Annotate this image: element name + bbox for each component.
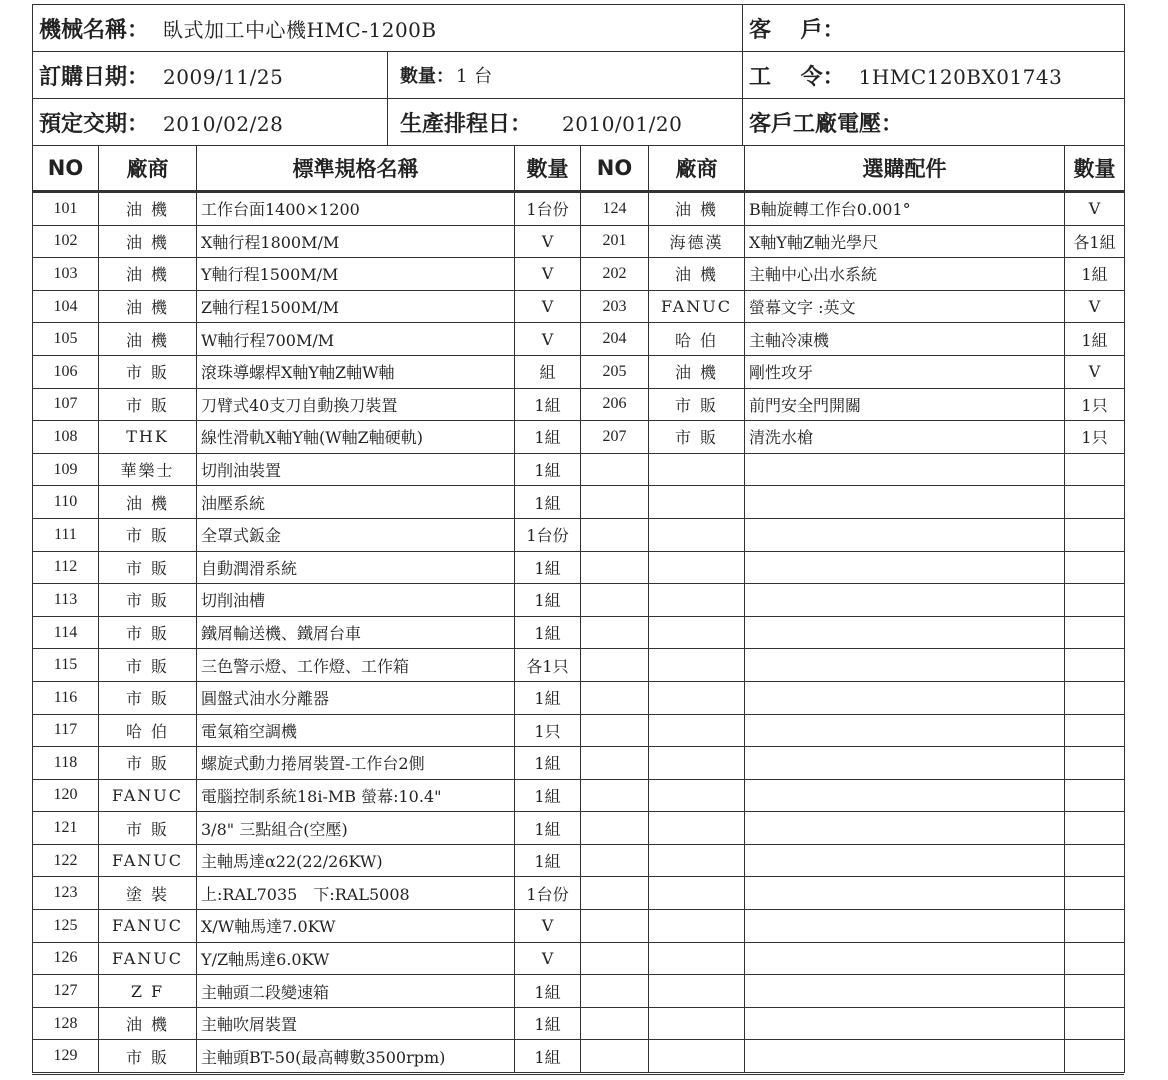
col-no-2: NO	[581, 146, 649, 192]
opt-item-vendor: 海德漢	[649, 225, 745, 258]
opt-item-option	[745, 714, 1065, 747]
std-item-qty: 1組	[515, 1040, 581, 1073]
std-item-no: 103	[33, 258, 99, 291]
std-item-spec: X/W軸馬達7.0KW	[197, 910, 515, 943]
opt-item-vendor	[649, 649, 745, 682]
opt-item-option	[745, 453, 1065, 486]
std-item-spec: 滾珠導螺桿X軸Y軸Z軸W軸	[197, 355, 515, 388]
std-item-qty: 1組	[515, 779, 581, 812]
table-row	[33, 1040, 1125, 1073]
table-row	[33, 388, 1125, 421]
std-item-vendor: FANUC	[99, 910, 197, 943]
std-item-no: 105	[33, 323, 99, 356]
std-item-spec: 電腦控制系統18i-MB 螢幕:10.4"	[197, 779, 515, 812]
opt-item-qty	[1065, 942, 1125, 975]
std-item-qty: 1只	[515, 714, 581, 747]
std-item-qty: 1組	[515, 388, 581, 421]
opt-item-qty	[1065, 551, 1125, 584]
opt-item-no: 201	[581, 225, 649, 258]
opt-item-option: 清洗水槍	[745, 421, 1065, 454]
opt-item-vendor	[649, 844, 745, 877]
std-item-no: 123	[33, 877, 99, 910]
std-item-qty: 1組	[515, 453, 581, 486]
table-row	[33, 584, 1125, 617]
opt-item-no	[581, 877, 649, 910]
opt-item-qty	[1065, 453, 1125, 486]
quantity-value: 1 台	[456, 66, 493, 87]
std-item-no: 120	[33, 779, 99, 812]
opt-item-qty	[1065, 812, 1125, 845]
std-item-spec: 3/8" 三點組合(空壓)	[197, 812, 515, 845]
delivery-label: 預定交期：	[39, 111, 150, 137]
std-item-no: 122	[33, 844, 99, 877]
schedule-cell	[388, 99, 743, 146]
opt-item-no	[581, 910, 649, 943]
std-item-spec: 主軸頭BT-50(最高轉數3500rpm)	[197, 1040, 515, 1073]
std-item-vendor: 市 販	[99, 616, 197, 649]
opt-item-option: 剛性攻牙	[745, 355, 1065, 388]
bottom-rule	[32, 1074, 1124, 1075]
opt-item-option	[745, 1007, 1065, 1040]
std-item-spec: 刀臂式40支刀自動換刀裝置	[197, 388, 515, 421]
opt-item-option	[745, 681, 1065, 714]
std-item-qty: 1組	[515, 975, 581, 1008]
opt-item-qty: V	[1065, 290, 1125, 323]
table-row	[33, 779, 1125, 812]
opt-item-vendor	[649, 714, 745, 747]
std-item-spec: 自動潤滑系統	[197, 551, 515, 584]
voltage-label: 客戶工廠電壓：	[749, 111, 904, 137]
table-row	[33, 1007, 1125, 1040]
table-row	[33, 258, 1125, 291]
std-item-vendor: THK	[99, 421, 197, 454]
opt-item-qty: 1只	[1065, 421, 1125, 454]
std-item-spec: 主軸吹屑裝置	[197, 1007, 515, 1040]
table-row	[33, 323, 1125, 356]
order-date-label: 訂購日期：	[39, 64, 150, 90]
opt-item-vendor	[649, 616, 745, 649]
opt-item-option: 前門安全門開關	[745, 388, 1065, 421]
std-item-spec: 主軸頭二段變速箱	[197, 975, 515, 1008]
table-row	[33, 453, 1125, 486]
opt-item-no: 124	[581, 192, 649, 226]
std-item-qty: 1組	[515, 551, 581, 584]
std-item-vendor: 市 販	[99, 681, 197, 714]
std-item-qty: 組	[515, 355, 581, 388]
opt-item-vendor	[649, 747, 745, 780]
order-date-value: 2009/11/25	[163, 64, 284, 89]
column-header-row	[33, 146, 1125, 192]
std-item-spec: 油壓系統	[197, 486, 515, 519]
opt-item-qty	[1065, 649, 1125, 682]
col-vendor: 廠商	[99, 146, 197, 192]
std-item-no: 111	[33, 518, 99, 551]
table-row	[33, 942, 1125, 975]
opt-item-vendor	[649, 1007, 745, 1040]
opt-item-no	[581, 486, 649, 519]
machine-name-label: 機械名稱：	[39, 17, 150, 43]
opt-item-option	[745, 616, 1065, 649]
opt-item-no	[581, 714, 649, 747]
std-item-no: 110	[33, 486, 99, 519]
opt-item-no	[581, 616, 649, 649]
quantity-cell	[388, 52, 743, 99]
quantity-label: 數量：	[400, 66, 454, 87]
table-row	[33, 355, 1125, 388]
std-item-qty: V	[515, 258, 581, 291]
std-item-qty: V	[515, 290, 581, 323]
table-row	[33, 486, 1125, 519]
opt-item-vendor: 油 機	[649, 192, 745, 226]
opt-item-option	[745, 975, 1065, 1008]
opt-item-no: 202	[581, 258, 649, 291]
schedule-label: 生產排程日：	[400, 111, 533, 137]
opt-item-vendor: 油 機	[649, 355, 745, 388]
std-item-vendor: 油 機	[99, 258, 197, 291]
opt-item-option: 主軸中心出水系統	[745, 258, 1065, 291]
std-item-spec: Y軸行程1500M/M	[197, 258, 515, 291]
opt-item-no: 206	[581, 388, 649, 421]
col-option: 選購配件	[745, 146, 1065, 192]
std-item-qty: 1組	[515, 681, 581, 714]
opt-item-option: 主軸冷凍機	[745, 323, 1065, 356]
opt-item-no	[581, 453, 649, 486]
std-item-spec: 上:RAL7035 下:RAL5008	[197, 877, 515, 910]
std-item-qty: 1組	[515, 747, 581, 780]
table-row	[33, 812, 1125, 845]
std-item-vendor: FANUC	[99, 779, 197, 812]
opt-item-vendor	[649, 486, 745, 519]
opt-item-vendor	[649, 812, 745, 845]
opt-item-option	[745, 551, 1065, 584]
std-item-vendor: FANUC	[99, 844, 197, 877]
std-item-vendor: 油 機	[99, 225, 197, 258]
opt-item-qty	[1065, 1040, 1125, 1073]
std-item-vendor: 市 販	[99, 649, 197, 682]
opt-item-qty: 1組	[1065, 258, 1125, 291]
opt-item-vendor	[649, 779, 745, 812]
customer-cell	[743, 5, 1125, 52]
std-item-spec: Y/Z軸馬達6.0KW	[197, 942, 515, 975]
opt-item-qty: V	[1065, 192, 1125, 226]
std-item-spec: 電氣箱空調機	[197, 714, 515, 747]
opt-item-option	[745, 584, 1065, 617]
std-item-no: 106	[33, 355, 99, 388]
work-order-value: 1HMC120BX01743	[858, 64, 1063, 89]
table-row	[33, 290, 1125, 323]
table-row	[33, 551, 1125, 584]
std-item-qty: V	[515, 323, 581, 356]
table-row	[33, 518, 1125, 551]
std-item-vendor: 哈 伯	[99, 714, 197, 747]
opt-item-no	[581, 649, 649, 682]
opt-item-no	[581, 812, 649, 845]
std-item-vendor: 市 販	[99, 812, 197, 845]
opt-item-vendor	[649, 453, 745, 486]
work-order-label: 工 令：	[749, 64, 845, 90]
opt-item-vendor	[649, 518, 745, 551]
opt-item-no	[581, 1040, 649, 1073]
opt-item-vendor	[649, 551, 745, 584]
table-row	[33, 225, 1125, 258]
opt-item-qty: V	[1065, 355, 1125, 388]
opt-item-qty	[1065, 681, 1125, 714]
opt-item-option	[745, 649, 1065, 682]
header-row-1	[33, 5, 1125, 52]
std-item-vendor: 油 機	[99, 1007, 197, 1040]
opt-item-no	[581, 975, 649, 1008]
opt-item-qty	[1065, 616, 1125, 649]
delivery-cell	[33, 99, 388, 146]
header-table	[32, 4, 1125, 146]
opt-item-no	[581, 518, 649, 551]
opt-item-no: 205	[581, 355, 649, 388]
std-item-qty: V	[515, 942, 581, 975]
std-item-no: 109	[33, 453, 99, 486]
std-item-no: 102	[33, 225, 99, 258]
std-item-spec: 螺旋式動力捲屑裝置-工作台2側	[197, 747, 515, 780]
opt-item-no	[581, 551, 649, 584]
std-item-no: 107	[33, 388, 99, 421]
table-row	[33, 975, 1125, 1008]
opt-item-no	[581, 1007, 649, 1040]
opt-item-no	[581, 779, 649, 812]
opt-item-qty	[1065, 518, 1125, 551]
opt-item-option	[745, 877, 1065, 910]
std-item-spec: Z軸行程1500M/M	[197, 290, 515, 323]
std-item-no: 108	[33, 421, 99, 454]
opt-item-qty: 1組	[1065, 323, 1125, 356]
opt-item-option: 螢幕文字 :英文	[745, 290, 1065, 323]
std-item-no: 112	[33, 551, 99, 584]
std-item-no: 115	[33, 649, 99, 682]
table-row	[33, 844, 1125, 877]
table-row	[33, 714, 1125, 747]
table-row	[33, 421, 1125, 454]
opt-item-vendor	[649, 975, 745, 1008]
std-item-spec: 鐵屑輸送機、鐵屑台車	[197, 616, 515, 649]
std-item-qty: 1組	[515, 1007, 581, 1040]
opt-item-qty	[1065, 486, 1125, 519]
std-item-vendor: 油 機	[99, 323, 197, 356]
std-item-spec: 全罩式鈑金	[197, 518, 515, 551]
table-row	[33, 747, 1125, 780]
std-item-no: 113	[33, 584, 99, 617]
std-item-no: 126	[33, 942, 99, 975]
std-item-vendor: 市 販	[99, 388, 197, 421]
std-item-qty: 1組	[515, 421, 581, 454]
std-item-spec: 切削油裝置	[197, 453, 515, 486]
opt-item-qty: 各1組	[1065, 225, 1125, 258]
std-item-no: 127	[33, 975, 99, 1008]
std-item-no: 118	[33, 747, 99, 780]
opt-item-no: 204	[581, 323, 649, 356]
std-item-spec: 三色警示燈、工作燈、工作箱	[197, 649, 515, 682]
col-vendor-2: 廠商	[649, 146, 745, 192]
opt-item-vendor	[649, 877, 745, 910]
opt-item-qty	[1065, 975, 1125, 1008]
opt-item-no: 203	[581, 290, 649, 323]
opt-item-no	[581, 584, 649, 617]
std-item-qty: 1組	[515, 584, 581, 617]
std-item-vendor: FANUC	[99, 942, 197, 975]
std-item-vendor: 市 販	[99, 747, 197, 780]
std-item-spec: 線性滑軌X軸Y軸(W軸Z軸硬軌)	[197, 421, 515, 454]
opt-item-vendor: 哈 伯	[649, 323, 745, 356]
std-item-qty: V	[515, 910, 581, 943]
col-standard-spec: 標準規格名稱	[197, 146, 515, 192]
std-item-vendor: 油 機	[99, 486, 197, 519]
table-row	[33, 616, 1125, 649]
opt-item-qty	[1065, 1007, 1125, 1040]
items-table	[32, 145, 1125, 1073]
opt-item-qty	[1065, 747, 1125, 780]
opt-item-option	[745, 910, 1065, 943]
std-item-qty: 1組	[515, 616, 581, 649]
std-item-vendor: 市 販	[99, 551, 197, 584]
header-row-2	[33, 52, 1125, 99]
work-order-cell	[743, 52, 1125, 99]
opt-item-option	[745, 942, 1065, 975]
opt-item-vendor	[649, 910, 745, 943]
opt-item-qty	[1065, 779, 1125, 812]
std-item-vendor: 市 販	[99, 355, 197, 388]
header-row-3	[33, 99, 1125, 146]
std-item-vendor: 市 販	[99, 518, 197, 551]
std-item-qty: 1組	[515, 486, 581, 519]
opt-item-vendor: FANUC	[649, 290, 745, 323]
opt-item-qty	[1065, 844, 1125, 877]
std-item-qty: 1台份	[515, 518, 581, 551]
std-item-no: 117	[33, 714, 99, 747]
std-item-qty: V	[515, 225, 581, 258]
opt-item-option: X軸Y軸Z軸光學尺	[745, 225, 1065, 258]
table-row	[33, 649, 1125, 682]
spec-sheet	[32, 4, 1124, 1080]
delivery-value: 2010/02/28	[163, 111, 284, 136]
std-item-no: 104	[33, 290, 99, 323]
table-row	[33, 910, 1125, 943]
std-item-qty: 1台份	[515, 192, 581, 226]
machine-name-value: 臥式加工中心機HMC-1200B	[163, 17, 437, 42]
opt-item-option	[745, 518, 1065, 551]
std-item-spec: X軸行程1800M/M	[197, 225, 515, 258]
customer-label: 客 戶：	[749, 17, 845, 43]
opt-item-option	[745, 1040, 1065, 1073]
std-item-vendor: 油 機	[99, 192, 197, 226]
opt-item-no	[581, 681, 649, 714]
std-item-no: 116	[33, 681, 99, 714]
table-row	[33, 681, 1125, 714]
std-item-vendor: Z F	[99, 975, 197, 1008]
std-item-spec: 圓盤式油水分離器	[197, 681, 515, 714]
std-item-spec: W軸行程700M/M	[197, 323, 515, 356]
col-qty-2: 數量	[1065, 146, 1125, 192]
opt-item-no: 207	[581, 421, 649, 454]
opt-item-vendor: 市 販	[649, 388, 745, 421]
std-item-vendor: 塗 裝	[99, 877, 197, 910]
opt-item-vendor	[649, 1040, 745, 1073]
table-row	[33, 192, 1125, 226]
opt-item-qty	[1065, 877, 1125, 910]
schedule-value: 2010/01/20	[562, 111, 683, 136]
std-item-vendor: 華樂士	[99, 453, 197, 486]
std-item-no: 129	[33, 1040, 99, 1073]
opt-item-option	[745, 812, 1065, 845]
std-item-spec: 工作台面1400×1200	[197, 192, 515, 226]
std-item-vendor: 市 販	[99, 584, 197, 617]
opt-item-vendor: 市 販	[649, 421, 745, 454]
opt-item-option	[745, 486, 1065, 519]
order-date-cell	[33, 52, 388, 99]
opt-item-vendor	[649, 942, 745, 975]
opt-item-vendor	[649, 681, 745, 714]
opt-item-qty	[1065, 714, 1125, 747]
std-item-no: 114	[33, 616, 99, 649]
voltage-cell	[743, 99, 1125, 146]
machine-name-cell	[33, 5, 743, 52]
opt-item-qty	[1065, 910, 1125, 943]
opt-item-no	[581, 942, 649, 975]
std-item-no: 125	[33, 910, 99, 943]
std-item-no: 128	[33, 1007, 99, 1040]
col-no: NO	[33, 146, 99, 192]
std-item-vendor: 油 機	[99, 290, 197, 323]
items-body	[33, 192, 1125, 1073]
std-item-qty: 1台份	[515, 877, 581, 910]
opt-item-option	[745, 747, 1065, 780]
std-item-qty: 1組	[515, 812, 581, 845]
opt-item-option: B軸旋轉工作台0.001°	[745, 192, 1065, 226]
std-item-spec: 切削油槽	[197, 584, 515, 617]
std-item-vendor: 市 販	[99, 1040, 197, 1073]
col-qty: 數量	[515, 146, 581, 192]
opt-item-qty	[1065, 584, 1125, 617]
table-row	[33, 877, 1125, 910]
opt-item-vendor: 油 機	[649, 258, 745, 291]
opt-item-no	[581, 747, 649, 780]
opt-item-vendor	[649, 584, 745, 617]
std-item-qty: 各1只	[515, 649, 581, 682]
std-item-no: 121	[33, 812, 99, 845]
opt-item-option	[745, 844, 1065, 877]
std-item-qty: 1組	[515, 844, 581, 877]
std-item-spec: 主軸馬達α22(22/26KW)	[197, 844, 515, 877]
opt-item-option	[745, 779, 1065, 812]
opt-item-no	[581, 844, 649, 877]
opt-item-qty: 1只	[1065, 388, 1125, 421]
std-item-no: 101	[33, 192, 99, 226]
